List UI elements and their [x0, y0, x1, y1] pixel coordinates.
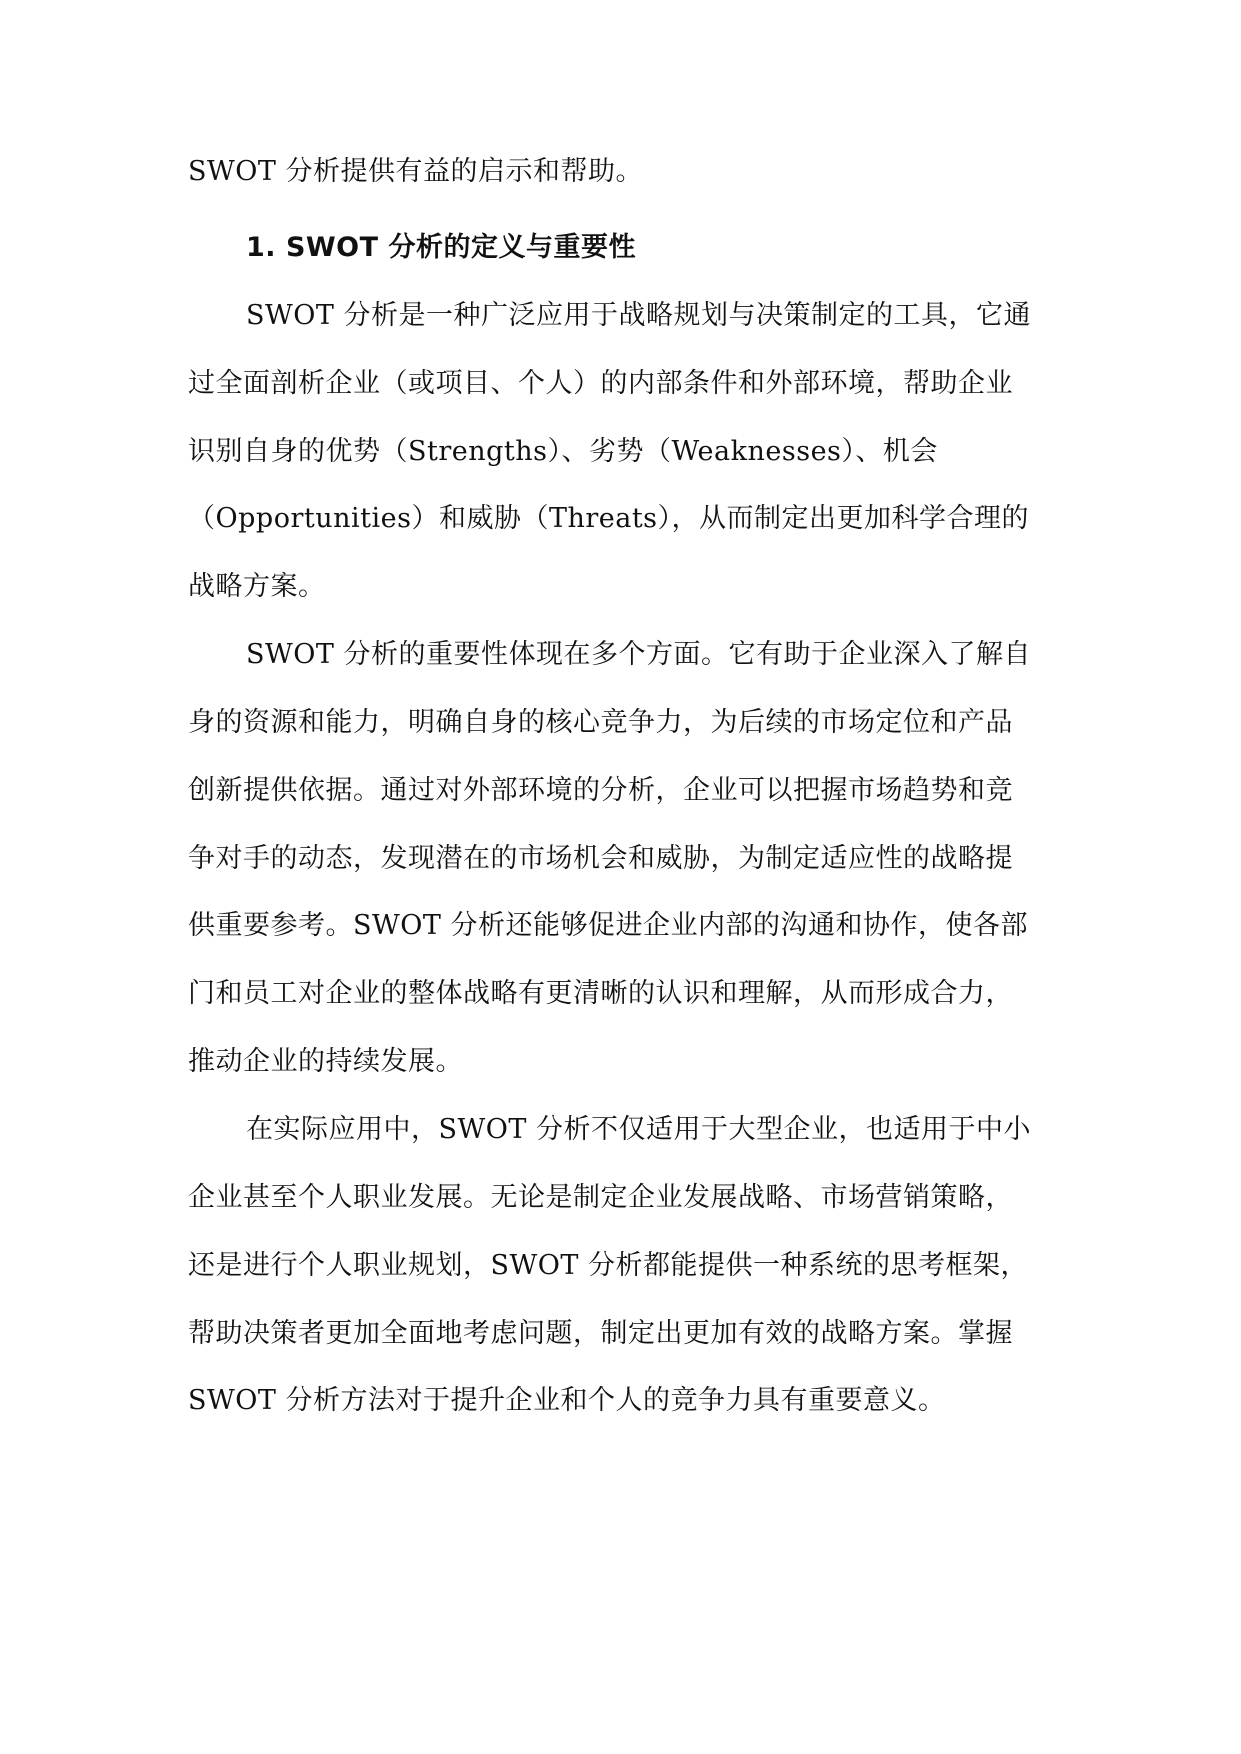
paragraph-line: SWOT 分析提供有益的启示和帮助。	[188, 156, 643, 187]
paragraph-line: SWOT 分析是一种广泛应用于战略规划与决策制定的工具，它通	[246, 300, 1031, 331]
paragraph-line: 识别自身的优势（Strengths）、劣势（Weaknesses）、机会	[188, 436, 938, 467]
paragraph-line: 门和员工对企业的整体战略有更清晰的认识和理解，从而形成合力，	[188, 978, 1013, 1009]
paragraph-line: 供重要参考。SWOT 分析还能够促进企业内部的沟通和协作，使各部	[188, 910, 1028, 941]
paragraph-line: （Opportunities）和威胁（Threats），从而制定出更加科学合理的	[188, 503, 1030, 534]
paragraph-line: 争对手的动态，发现潜在的市场机会和威胁，为制定适应性的战略提	[188, 843, 1013, 874]
paragraph-line: 创新提供依据。通过对外部环境的分析，企业可以把握市场趋势和竞	[188, 775, 1013, 806]
paragraph-line: SWOT 分析的重要性体现在多个方面。它有助于企业深入了解自	[246, 639, 1031, 670]
paragraph-line: 还是进行个人职业规划，SWOT 分析都能提供一种系统的思考框架，	[188, 1250, 1028, 1281]
paragraph-line: 帮助决策者更加全面地考虑问题，制定出更加有效的战略方案。掌握	[188, 1318, 1013, 1349]
paragraph-line: 在实际应用中，SWOT 分析不仅适用于大型企业，也适用于中小	[246, 1114, 1031, 1145]
paragraph-line: 推动企业的持续发展。	[188, 1046, 463, 1077]
section-heading: 1. SWOT 分析的定义与重要性	[246, 232, 636, 263]
paragraph-line: 过全面剖析企业（或项目、个人）的内部条件和外部环境，帮助企业	[188, 368, 1013, 399]
paragraph-line: 身的资源和能力，明确自身的核心竞争力，为后续的市场定位和产品	[188, 707, 1013, 738]
paragraph-line: 企业甚至个人职业发展。无论是制定企业发展战略、市场营销策略，	[188, 1182, 1013, 1213]
paragraph-line: 战略方案。	[188, 571, 326, 602]
paragraph-line: SWOT 分析方法对于提升企业和个人的竞争力具有重要意义。	[188, 1385, 946, 1416]
